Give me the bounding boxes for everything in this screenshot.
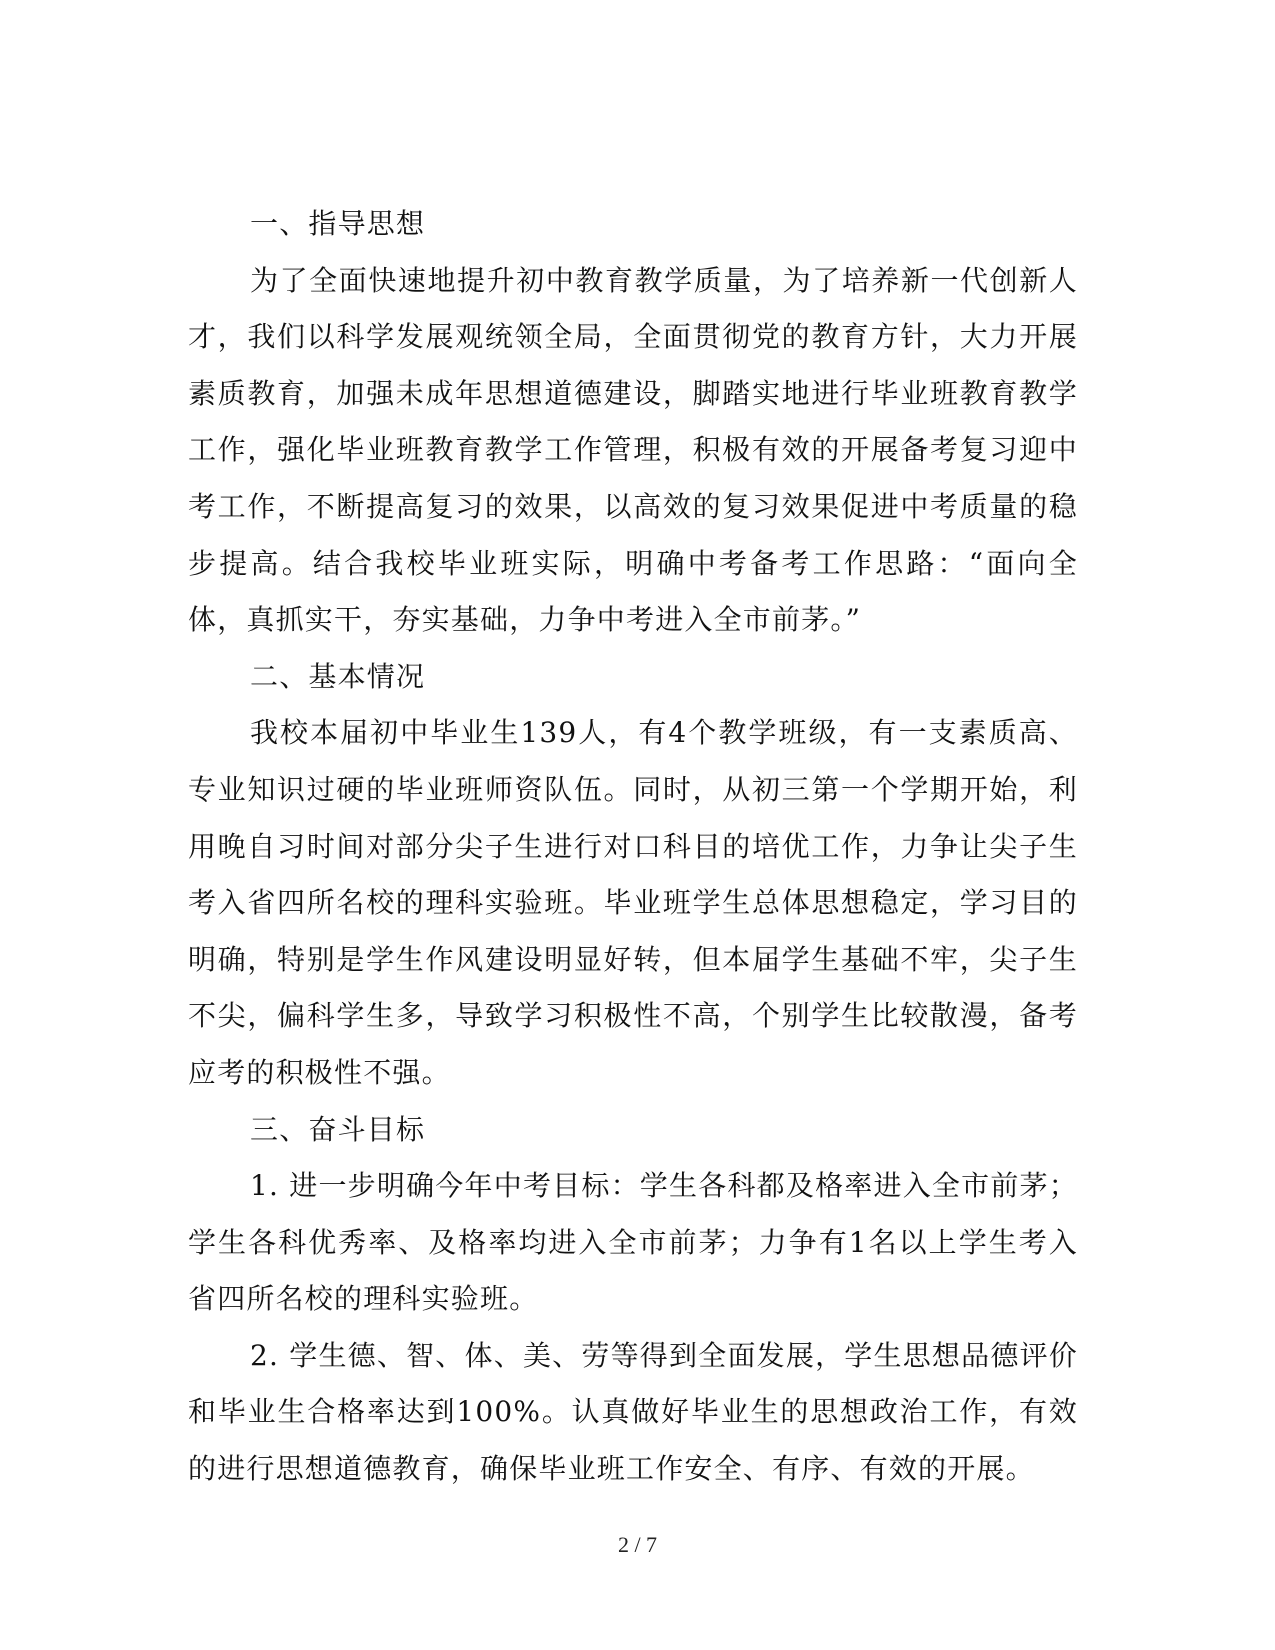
section-heading-guiding-ideology: 一、指导思想 (250, 207, 426, 240)
section-heading-goals: 三、奋斗目标 (250, 1112, 426, 1146)
paragraph-guiding-ideology: 为了全面快速地提升初中教育教学质量，为了培养新一代创新人才，我们以科学发展观统领全局，全面贯彻党的教育方针，大力开展素质教育，加强未成年思想道德建设，脚踏实地进行毕业班教育教学工作，强化毕业班教育教学工作管理，积极有效的开展备考复习迎中考工作，不断提高复习的效果，以高效的复习效果促进中考质量的稳步提高。结合我校毕业班实际，明确中考备考工作思路：“面向全体，真抓实干，夯实基础，力争中考进入全市前茅。” (188, 263, 1078, 637)
page-number: 2 / 7 (617, 1532, 658, 1557)
paragraph-goal-1: 1. 进一步明确今年中考目标：学生各科都及格率进入全市前茅；学生各科优秀率、及格率均进入全市前茅；力争有1名以上学生考入省四所名校的理科实验班。 (188, 1169, 1078, 1316)
paragraph-goal-2: 2. 学生德、智、体、美、劳等得到全面发展，学生思想品德评价和毕业生合格率达到100%。认真做好毕业生的思想政治工作，有效的进行思想道德教育，确保毕业班工作安全、有序、有效的开展。 (188, 1338, 1078, 1486)
paragraph-basic-situation: 我校本届初中毕业生139人，有4个教学班级，有一支素质高、专业知识过硬的毕业班师资队伍。同时，从初三第一个学期开始，利用晚自习时间对部分尖子生进行对口科目的培优工作，力争让尖子生考入省四所名校的理科实验班。毕业班学生总体思想稳定，学习目的明确，特别是学生作风建设明显好转，但本届学生基础不牢，尖子生不尖，偏科学生多，导致学习积极性不高，个别学生比较散漫，备考应考的积极性不强。 (188, 716, 1078, 1089)
section-heading-basic-situation: 二、基本情况 (250, 659, 426, 693)
document-body (188, 196, 1078, 1498)
